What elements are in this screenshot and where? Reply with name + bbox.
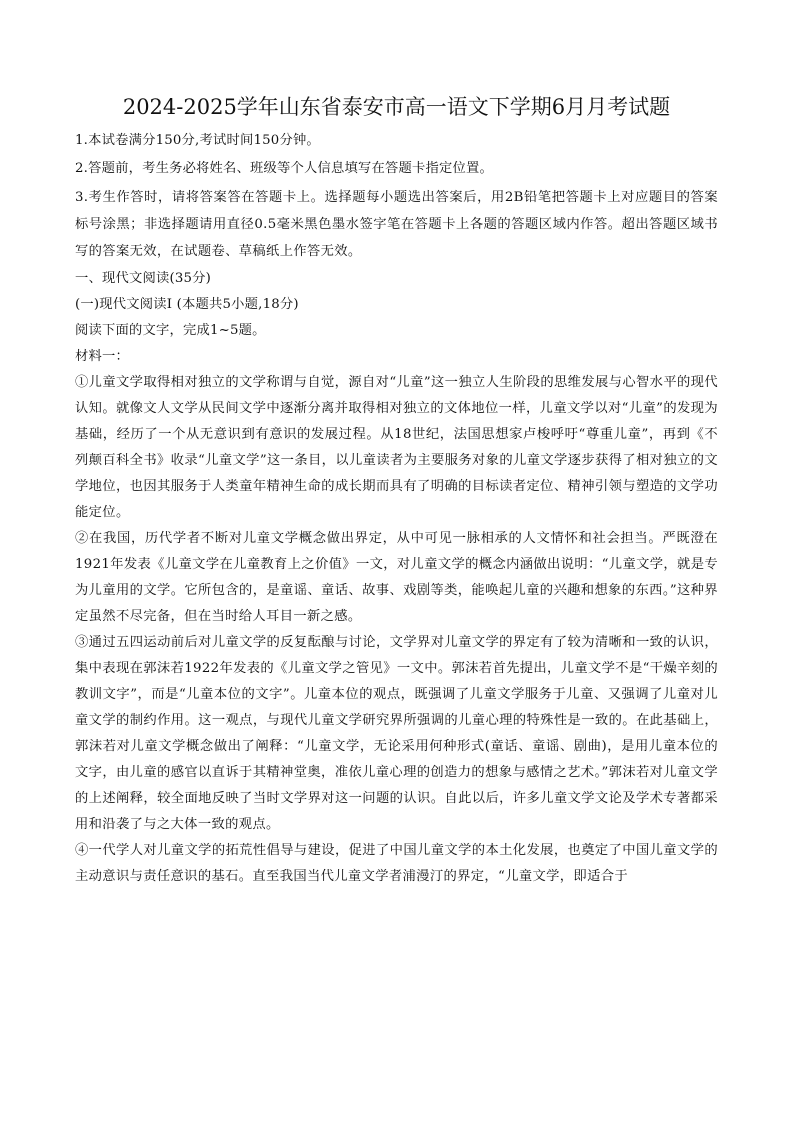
instruction-2: 2.答题前，考生务必将姓名、班级等个人信息填写在答题卡指定位置。 — [75, 161, 493, 176]
reading-directions: 阅读下面的文字，完成1~5题。 — [75, 323, 266, 338]
instruction-3: 3.考生作答时，请将答案答在答题卡上。选择题每小题选出答案后，用2B铅笔把答题卡上对应题目的答案标号涂黑；非选择题请用直径0.5毫米黑色墨水签字笔在答题卡上各题的答题区域内作答。超出答题区域书写的答案无效，在试题卷、草稿纸上作答无效。 — [75, 190, 718, 259]
instruction-1: 1.本试卷满分150分,考试时间150分钟。 — [75, 133, 320, 148]
page-title: 2024-2025学年山东省泰安市高一语文下学期6月月考试题 — [122, 95, 671, 119]
paragraph-4: ④一代学人对儿童文学的拓荒性倡导与建设，促进了中国儿童文学的本土化发展，也奠定了中国儿童文学的主动意识与责任意识的基石。直至我国当代儿童文学者浦漫汀的界定，“儿童文学，即适合于 — [75, 843, 718, 884]
paragraph-1: ①儿童文学取得相对独立的文学称谓与自觉，源自对“儿童”这一独立人生阶段的思维发展与心智水平的现代认知。就像文人文学从民间文学中逐渐分离并取得相对独立的文体地位一样，儿童文学以对“儿童”的发现为基础，经历了一个从无意识到有意识的发展过程。从18世纪，法国思想家卢梭呼吁“尊重儿童”，再到《不列颠百科全书》收录“儿童文学”这一条目，以儿童读者为主要服务对象的儿童文学逐步获得了相对独立的文学地位，也因其服务于人类童年精神生命的成长期而具有了明确的目标读者定位、精神引领与塑造的文学功能定位。 — [75, 375, 718, 520]
subsection-heading: (一)现代文阅读Ⅰ (本题共5小题,18分) — [75, 297, 299, 312]
paragraph-3: ③通过五四运动前后对儿童文学的反复酝酿与讨论，文学界对儿童文学的界定有了较为清晰和一致的认识，集中表现在郭沫若1922年发表的《儿童文学之管见》一文中。郭沫若首先提出，儿童文学不是“干燥辛刻的教训文字”，而是“儿童本位的文字”。儿童本位的观点，既强调了儿童文学服务于儿童、又强调了儿童对儿童文学的制约作用。这一观点，与现代儿童文学研究界所强调的儿童心理的特殊性是一致的。在此基础上，郭沫若对儿童文学概念做出了阐释：“儿童文学，无论采用何种形式(童话、童谣、剧曲)，是用儿童本位的文字，由儿童的感官以直诉于其精神堂奥，准依儿童心理的创造力的想象与感情之艺术。”郭沫若对儿童文学的上述阐释，较全面地反映了当时文学界对这一问题的认识。自此以后，许多儿童文学文论及学术专著都采用和沿袭了与之大体一致的观点。 — [75, 635, 718, 832]
paragraph-2: ②在我国，历代学者不断对儿童文学概念做出界定，从中可见一脉相承的人文情怀和社会担当。严既澄在1921年发表《儿童文学在儿童教育上之价值》一文，对儿童文学的概念内涵做出说明：“儿童文学，就是专为儿童用的文学。它所包含的，是童谣、童话、故事、戏剧等类，能唤起儿童的兴趣和想象的东西。”这种界定虽然不尽完备，但在当时给人耳目一新之感。 — [75, 531, 718, 624]
material-label: 材料一： — [75, 349, 129, 364]
section-heading: 一、现代文阅读(35分) — [75, 271, 212, 286]
